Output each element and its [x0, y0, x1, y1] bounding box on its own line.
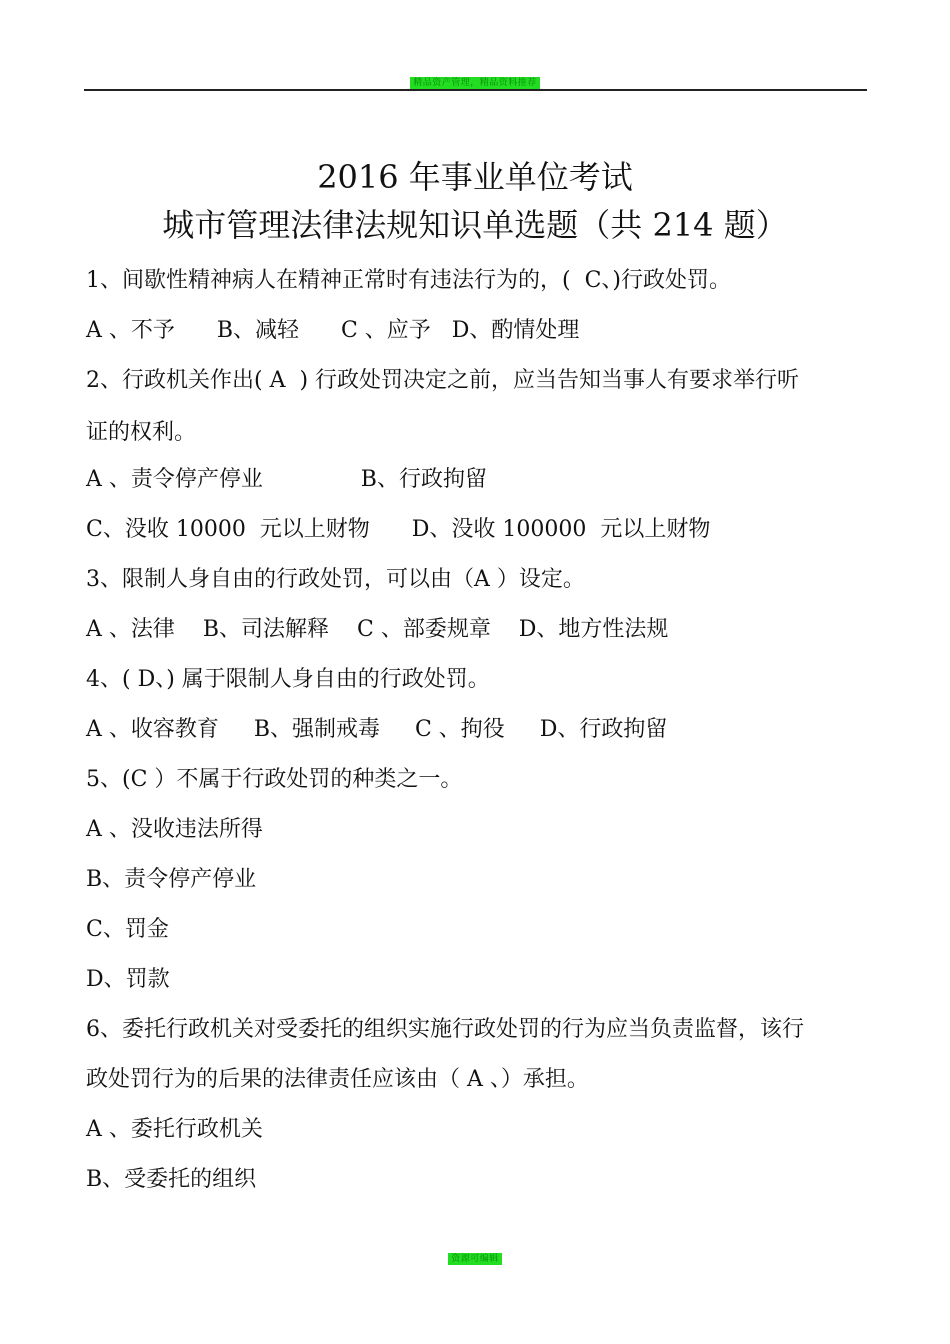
- header-divider: [84, 89, 867, 91]
- header-watermark-text: 精品资产管理，精品资料推荐: [410, 77, 540, 89]
- footer-watermark-text: 资源可编辑: [448, 1253, 502, 1265]
- question-6-option-a: A 、委托行政机关: [86, 1117, 263, 1142]
- question-5-stem: 5、(C ）不属于行政处罚的种类之一。: [86, 767, 463, 792]
- question-1-options: A 、不予 B、减轻 C 、应予 D、酌情处理: [86, 318, 580, 343]
- question-3-stem: 3、限制人身自由的行政处罚，可以由（A ）设定。: [86, 567, 585, 592]
- question-2-options-line-1: A 、责令停产停业 B、行政拘留: [86, 467, 487, 492]
- question-6-stem-line-1: 6、委托行政机关对受委托的组织实施行政处罚的行为应当负责监督，该行: [86, 1017, 804, 1042]
- question-6-option-b: B、受委托的组织: [86, 1167, 257, 1192]
- question-5-option-c: C、罚金: [86, 917, 169, 942]
- question-2-stem-line-2: 证的权利。: [86, 420, 197, 445]
- question-5-option-b: B、责令停产停业: [86, 867, 257, 892]
- header-watermark: [0, 74, 950, 89]
- question-2-stem-line-1: 2、行政机关作出( A ) 行政处罚决定之前，应当告知当事人有要求举行听: [86, 368, 800, 393]
- question-1-stem: 1、间歇性精神病人在精神正常时有违法行为的，( C、)行政处罚。: [86, 268, 731, 293]
- document-title-line-2: 城市管理法律法规知识单选题（共 214 题）: [162, 206, 788, 244]
- question-5-option-a: A 、没收违法所得: [86, 817, 263, 842]
- question-4-options: A 、收容教育 B、强制戒毒 C 、拘役 D、行政拘留: [86, 717, 668, 742]
- question-6-stem-line-2: 政处罚行为的后果的法律责任应该由（ A 、）承担。: [86, 1067, 589, 1092]
- document-title-line-1: 2016 年事业单位考试: [317, 158, 633, 196]
- footer-watermark: [0, 1250, 950, 1265]
- question-2-options-line-2: C、没收 10000 元以上财物 D、没收 100000 元以上财物: [86, 517, 711, 542]
- question-4-stem: 4、( D、) 属于限制人身自由的行政处罚。: [86, 667, 490, 692]
- question-3-options: A 、法律 B、司法解释 C 、部委规章 D、地方性法规: [86, 617, 669, 642]
- question-5-option-d: D、罚款: [86, 967, 170, 992]
